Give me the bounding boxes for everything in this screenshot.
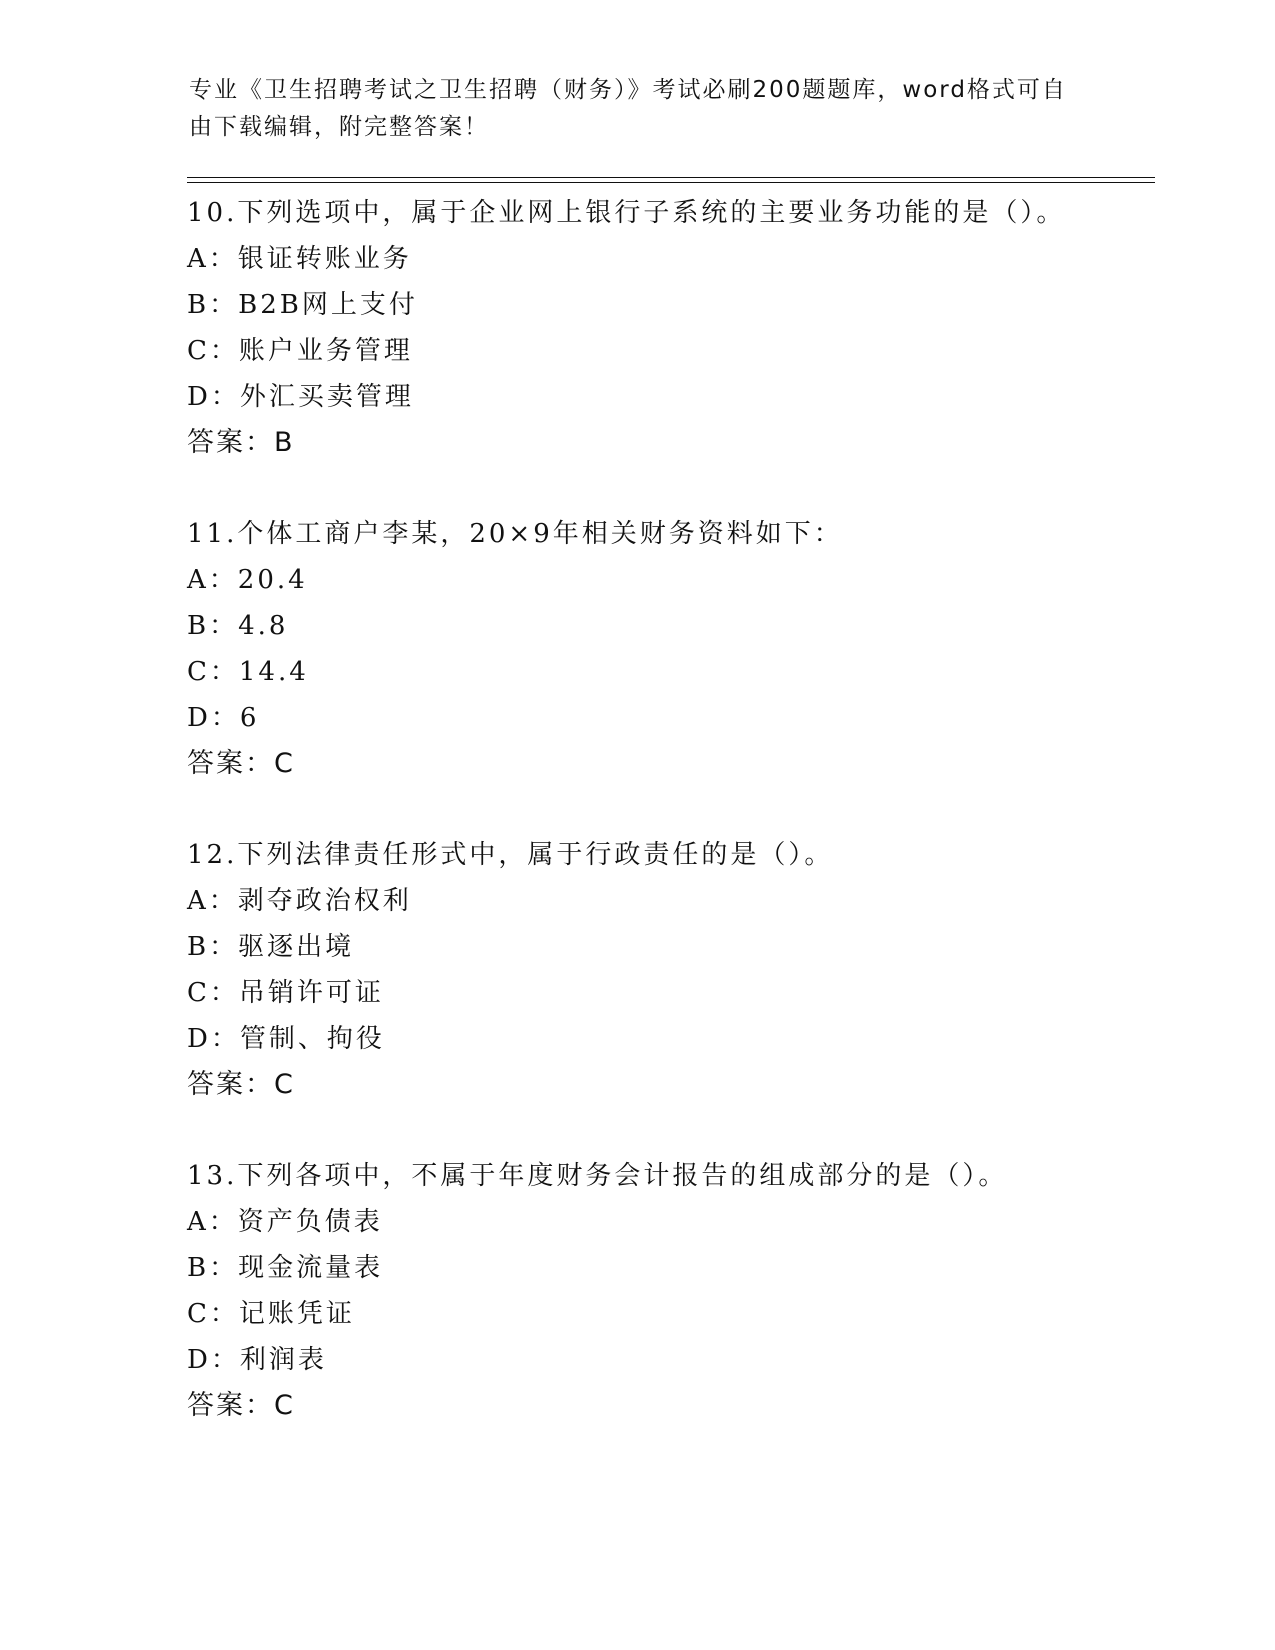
option-b: B：驱逐出境 (187, 932, 355, 962)
answer-value: C (274, 1069, 293, 1100)
document-header (189, 72, 1069, 146)
answer-label: 答案： (187, 427, 274, 458)
question-stem: 13.下列各项中，不属于年度财务会计报告的组成部分的是（）。 (187, 1161, 1008, 1191)
option-a: A：20.4 (187, 565, 308, 595)
option-a: A：剥夺政治权利 (187, 886, 412, 916)
header-divider-top (187, 177, 1155, 178)
option-c: C：记账凭证 (187, 1299, 355, 1329)
option-d: D：利润表 (187, 1345, 327, 1375)
header-divider-bottom (187, 182, 1155, 183)
question-stem: 12.下列法律责任形式中，属于行政责任的是（）。 (187, 840, 834, 870)
question-stem: 11.个体工商户李某，20×9年相关财务资料如下： (187, 519, 843, 549)
answer (187, 741, 1147, 787)
answer (187, 420, 1147, 466)
answer-value: C (274, 748, 293, 779)
option-a: A：资产负债表 (187, 1207, 383, 1237)
option-d: D：管制、拘役 (187, 1024, 385, 1054)
header-intro-text: 专业《卫生招聘考试之卫生招聘（财务）》考试必刷200题题库，word格式可自由下载编辑，附完整答案！ (189, 77, 1067, 140)
answer-value: B (274, 427, 293, 458)
question-12 (187, 832, 1147, 1108)
answer-value: C (274, 1390, 293, 1421)
answer-label: 答案： (187, 748, 274, 779)
question-10 (187, 190, 1147, 466)
answer (187, 1383, 1147, 1429)
option-c: C：吊销许可证 (187, 978, 384, 1008)
option-b: B：4.8 (187, 611, 289, 641)
answer-label: 答案： (187, 1069, 274, 1100)
option-d: D：6 (187, 703, 260, 733)
option-d: D：外汇买卖管理 (187, 382, 414, 412)
question-13 (187, 1153, 1147, 1429)
option-c: C：账户业务管理 (187, 336, 413, 366)
question-stem: 10.下列选项中，属于企业网上银行子系统的主要业务功能的是（）。 (187, 198, 1066, 228)
question-11 (187, 511, 1147, 787)
answer (187, 1062, 1147, 1108)
answer-label: 答案： (187, 1390, 274, 1421)
option-b: B：现金流量表 (187, 1253, 384, 1283)
option-b: B：B2B网上支付 (187, 290, 418, 320)
option-c: C：14.4 (187, 657, 309, 687)
option-a: A：银证转账业务 (187, 244, 412, 274)
